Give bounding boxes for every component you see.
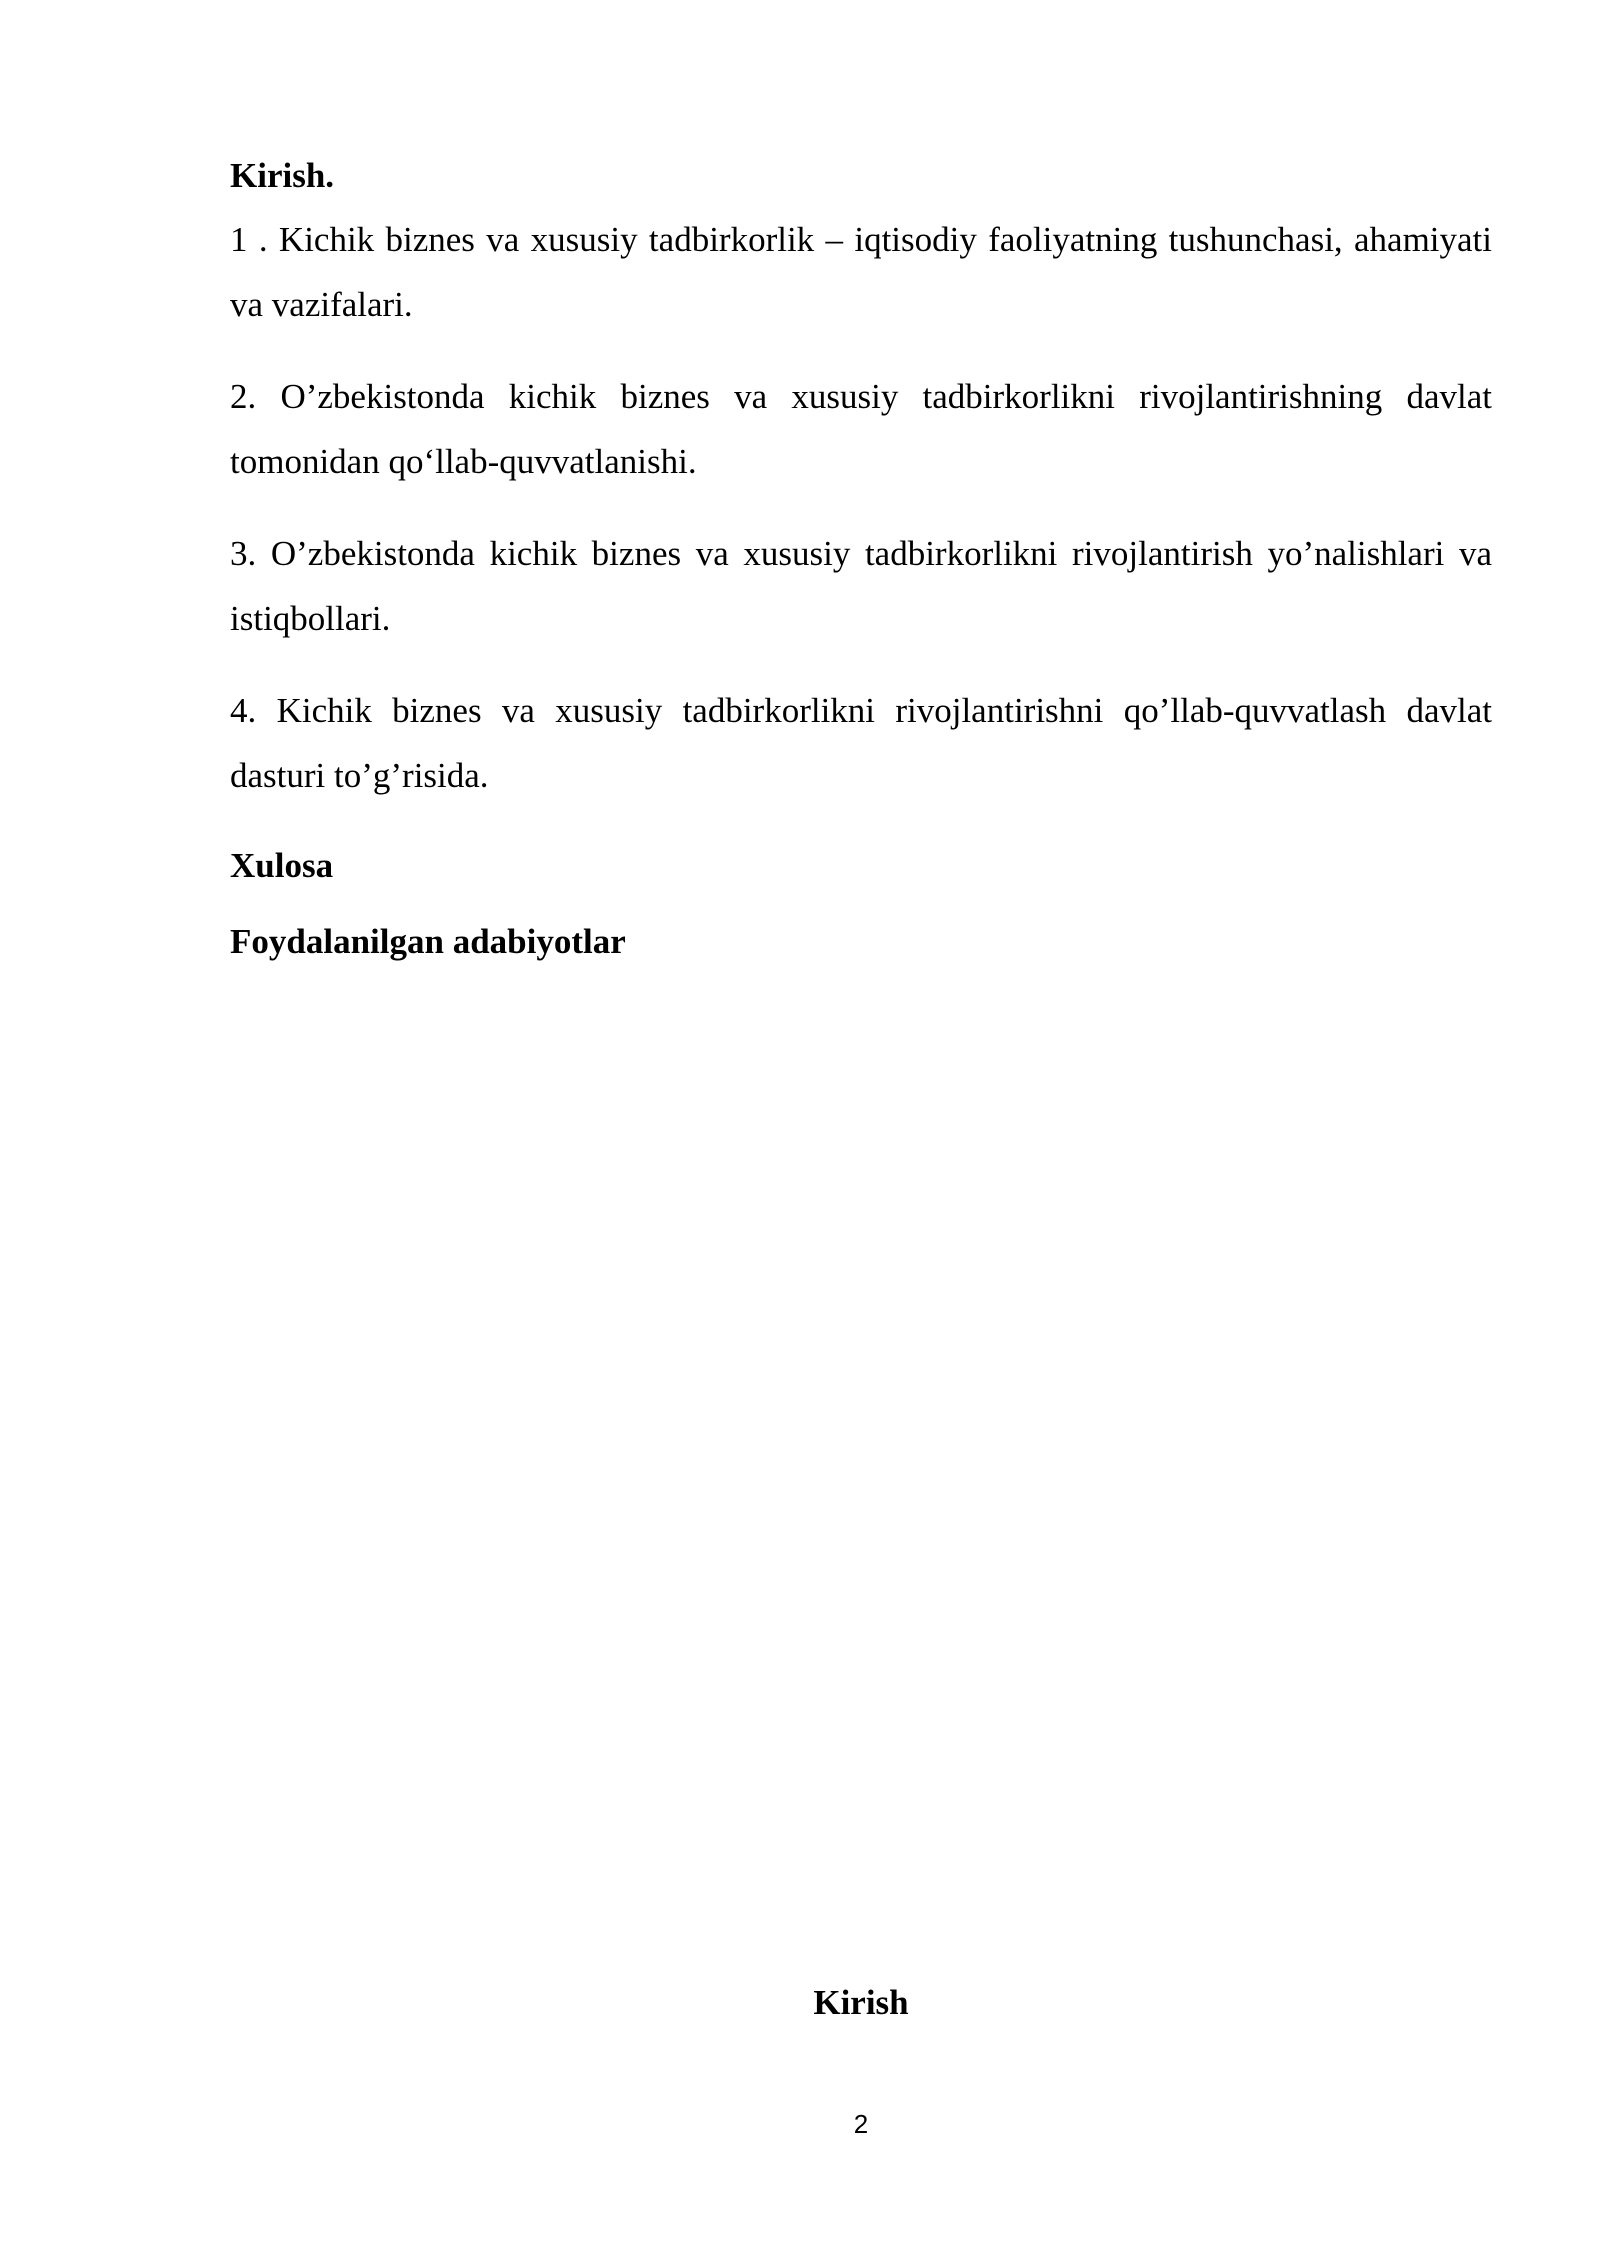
toc-item-3: 3. O’zbekistonda kichik biznes va xususiy tadbirkorlikni rivojlantirish yo’nalishlari va istiqbollari. [230,534,1492,638]
section-title: Kirish [813,1983,909,2022]
toc-heading-references: Foydalanilgan adabiyotlar [230,922,626,961]
page-number: 2 [853,2109,869,2139]
toc-item-1: 1 . Kichik biznes va xususiy tadbirkorlik – iqtisodiy faoliyatning tushunchasi, ahamiyati va vazifalari. [230,220,1492,324]
table-of-contents [230,145,1492,987]
toc-item-4: 4. Kichik biznes va xususiy tadbirkorlikni rivojlantirishni qo’llab-quvvatlash davlat dasturi to’g’risida. [230,691,1492,795]
toc-heading-introduction: Kirish. [230,156,335,195]
toc-item-2: 2. O’zbekistonda kichik biznes va xususiy tadbirkorlikni rivojlantirishning davlat tomonidan qo‘llab-quvvatlanishi. [230,377,1492,481]
toc-heading-conclusion: Xulosa [230,846,334,885]
